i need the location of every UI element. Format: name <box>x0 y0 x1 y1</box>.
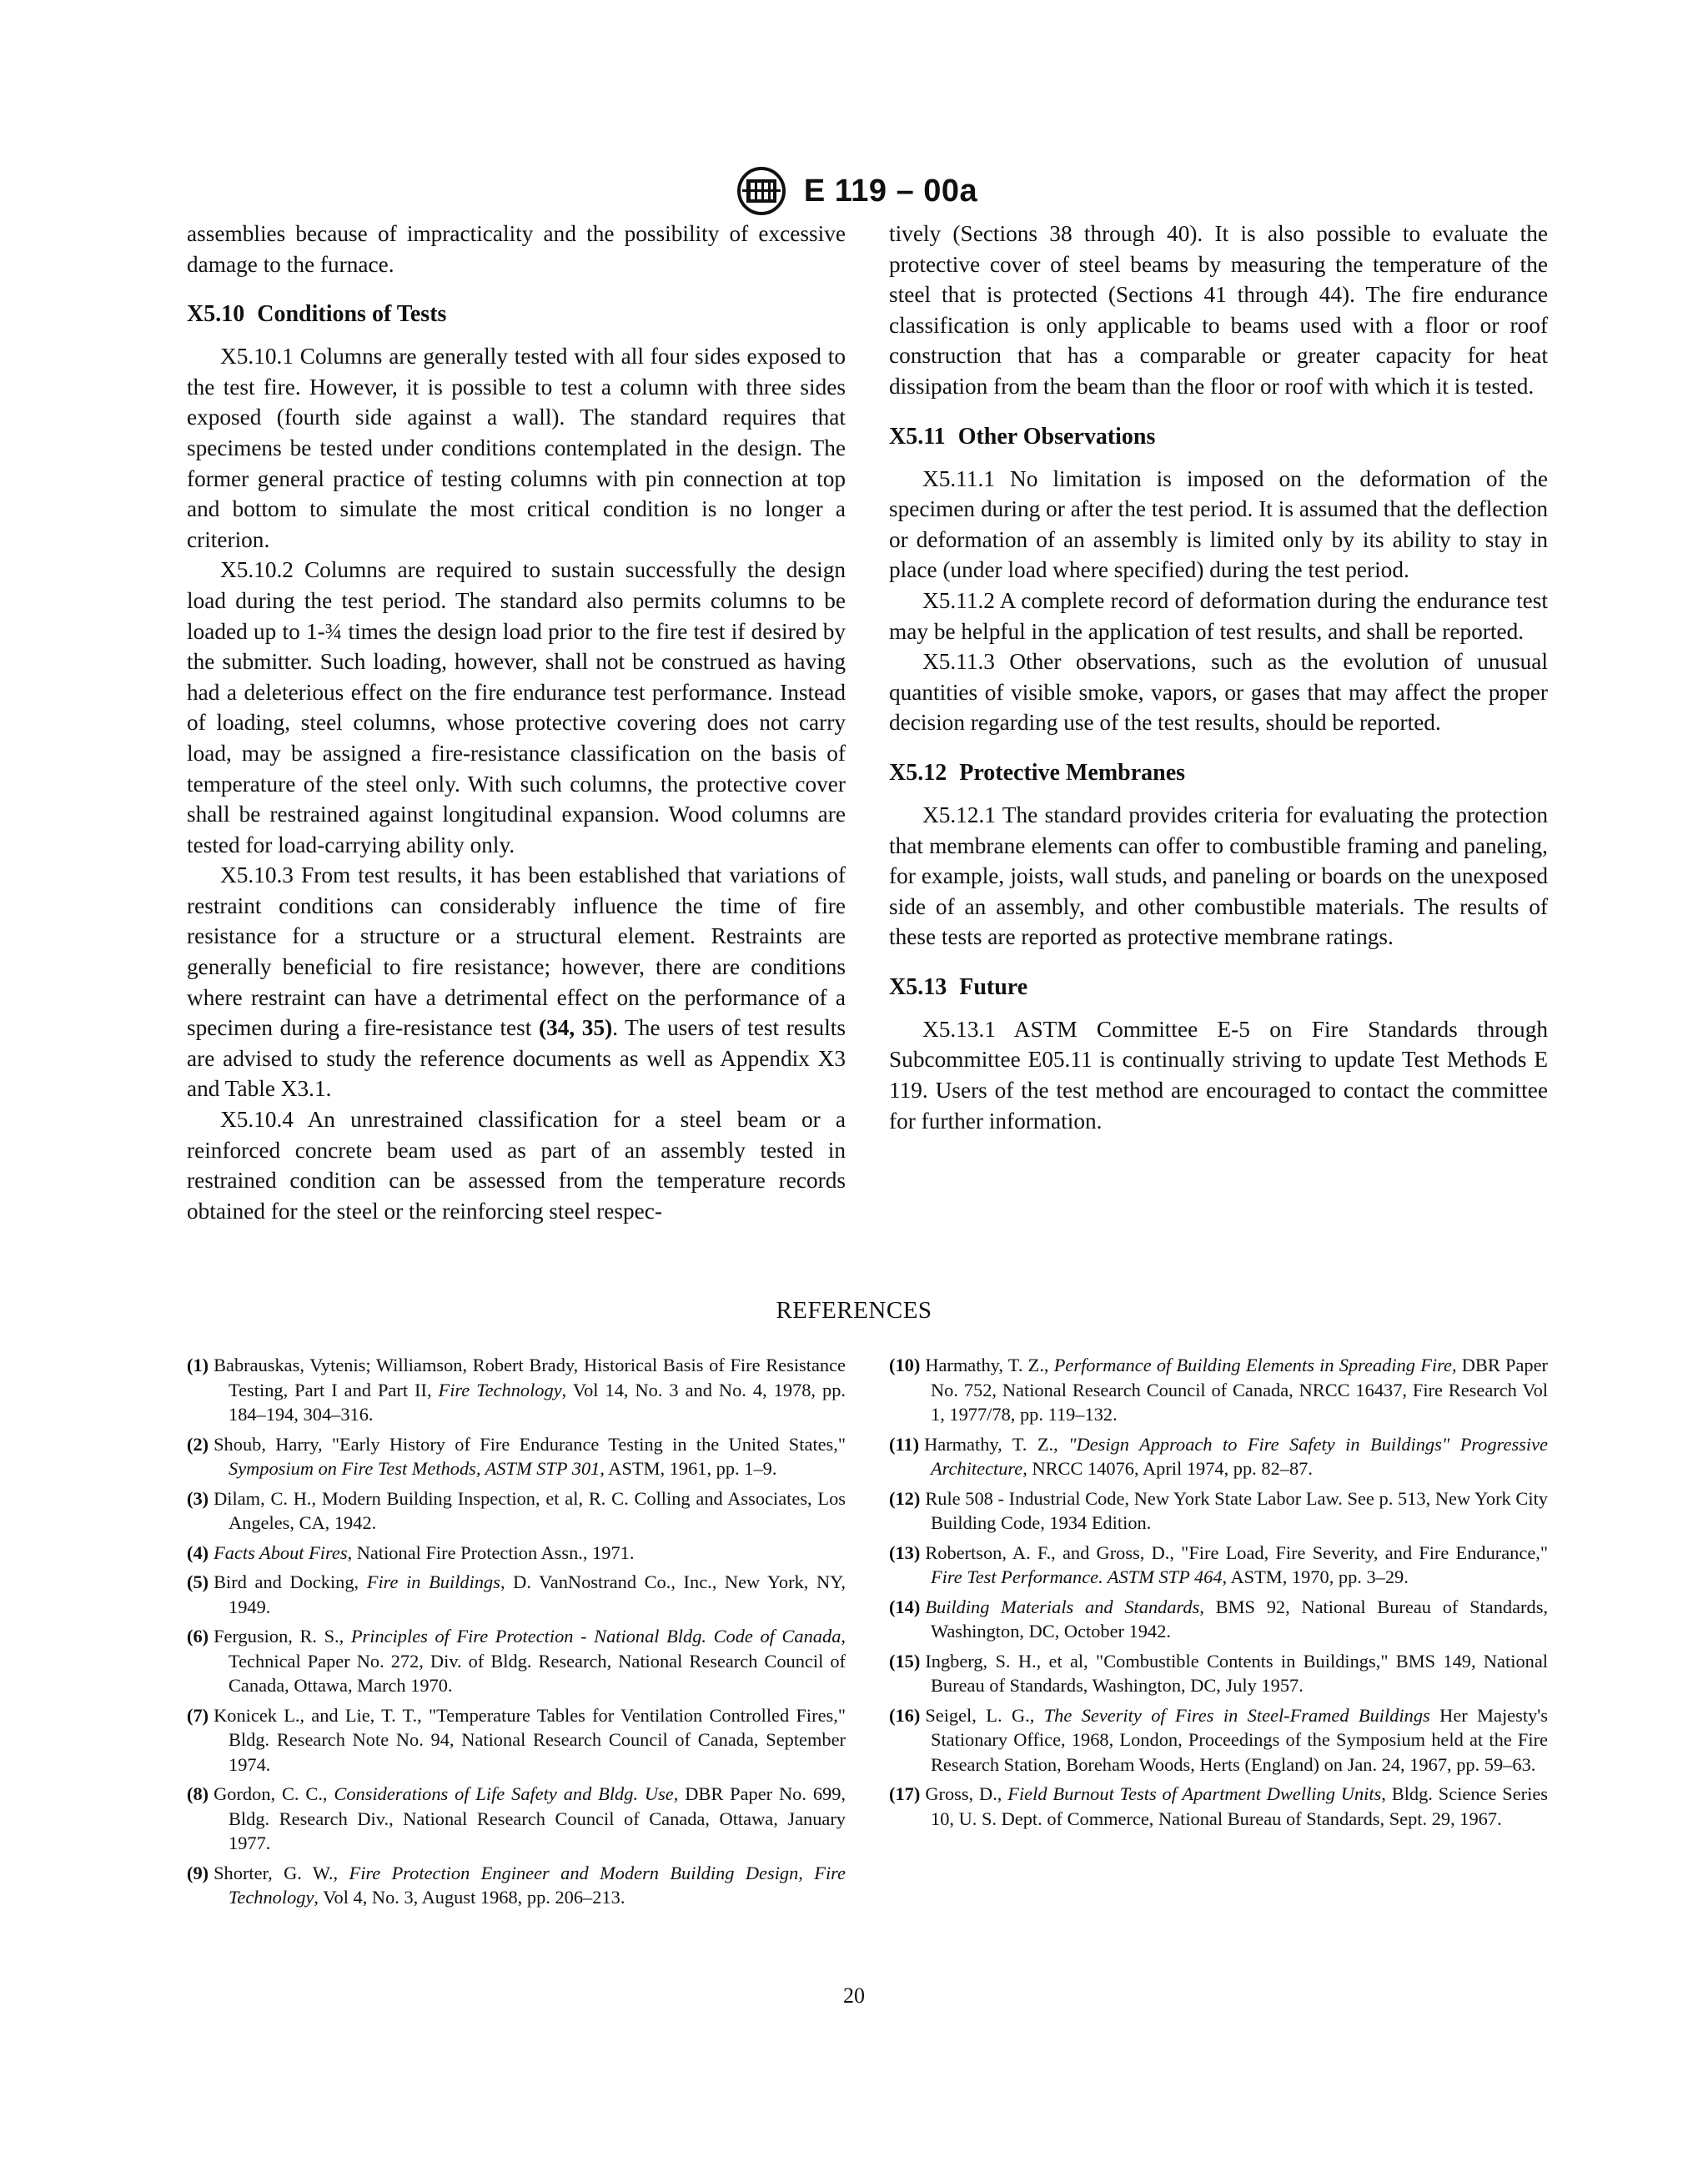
reference-number: (10) <box>889 1355 921 1375</box>
reference-title: Symposium on Fire Test Methods, ASTM STP 301 <box>229 1458 600 1479</box>
astm-logo-icon <box>731 165 792 217</box>
reference-item <box>187 1353 846 1427</box>
reference-text: Shoub, Harry, "Early History of Fire Endurance Testing in the United States," <box>214 1433 846 1455</box>
reference-number: (11) <box>889 1433 920 1455</box>
paragraph-x5-10-3: X5.10.3 From test results, it has been established that variations of restraint conditions can considerably influence the time of fire resistance for a structure or a structural element. Restraints are generally beneficial to fire resistance; however, there are conditions where restraint can have a detrimental effect on the performance of a specimen during a fire-resistance test (34, 35). The users of test results are advised to study the reference documents as well as Appendix X3 and Table X3.1. <box>187 862 846 1102</box>
paragraph-x5-11-2: X5.11.2 A complete record of deformation during the endurance test may be helpful in the application of test results, and shall be reported. <box>889 587 1548 644</box>
reference-text: Konicek L., and Lie, T. T., "Temperature Tables for Ventilation Controlled Fires," Bldg. Research Note No. 94, National Research Council of Canada, September 1974. <box>214 1704 846 1775</box>
reference-text: Fergusion, R. S., <box>214 1626 351 1647</box>
paragraph-x5-10-4: X5.10.4 An unrestrained classification for a steel beam or a reinforced concrete beam used as part of an assembly tested in restrained condition can be assessed from the temperature records obtained for the steel or the reinforcing steel respec- <box>187 1107 846 1224</box>
paragraph-x5-11-3: X5.11.3 Other observations, such as the evolution of unusual quantities of visible smoke, vapors, or gases that may affect the proper decision regarding use of the test results, should be reported. <box>889 649 1548 736</box>
reference-title: Principles of Fire Protection - National Bldg. Code of Canada <box>350 1626 841 1647</box>
reference-item <box>889 1541 1548 1590</box>
reference-number: (16) <box>889 1704 921 1726</box>
references-left-column <box>187 1353 846 1962</box>
reference-text: , ASTM, 1961, pp. 1–9. <box>600 1458 777 1479</box>
reference-item <box>187 1570 846 1619</box>
reference-number: (12) <box>889 1487 921 1509</box>
reference-title: Performance of Building Elements in Spreading Fire <box>1053 1355 1452 1375</box>
reference-item <box>187 1861 846 1910</box>
standard-designation: E 119 – 00a <box>803 173 978 209</box>
reference-text: Seigel, L. G., <box>925 1704 1044 1726</box>
reference-text: Harmathy, T. Z., <box>925 1355 1054 1375</box>
reference-item <box>187 1782 846 1856</box>
reference-item <box>889 1353 1548 1427</box>
reference-text: , DBR Paper No. 752, National Research Council of Canada, NRCC 16437, Fire Research Vol 1, 1977/78, pp. 119–132. <box>931 1355 1548 1425</box>
reference-item <box>187 1624 846 1698</box>
references-title: REFERENCES <box>776 1297 932 1324</box>
body-columns <box>187 219 1548 1244</box>
paragraph-x5-10-1: X5.10.1 Columns are generally tested with all four sides exposed to the test fire. However, it is possible to test a column with three sides exposed (fourth side against a wall). The standard requires that specimens be tested under conditions contemplated in the design. The former general practice of testing columns with pin connection at top and bottom to simulate the most critical condition is no longer a criterion. <box>187 344 846 552</box>
reference-text: Babrauskas, Vytenis; Williamson, Robert Brady, Historical Basis of Fire Resistance Testing, Part I and Part II, <box>214 1355 846 1400</box>
section-heading-x5-13: X5.13 Future <box>889 973 1028 1000</box>
reference-text: , ASTM, 1970, pp. 3–29. <box>1222 1566 1409 1587</box>
paragraph-x5-11-1: X5.11.1 No limitation is imposed on the deformation of the specimen during or after the test period. It is assumed that the deflection or deformation of an assembly is limited only by its ability to stay in place (under load where specified) during the test period. <box>889 465 1548 583</box>
continuation-paragraph: tively (Sections 38 through 40). It is also possible to evaluate the protective cover of steel beams by measuring the temperature of the steel that is protected (Sections 41 through 44). The fire endurance classification is only applicable to beams used with a floor or roof construction that has a comparable or greater capacity for heat dissipation from the beam than the floor or roof with which it is tested. <box>889 221 1548 399</box>
references-right-column <box>889 1353 1548 1962</box>
intro-fragment: assemblies because of impracticality and the possibility of excessive damage to the furnace. <box>187 221 846 277</box>
left-column <box>187 219 846 1244</box>
reference-text: , National Fire Protection Assn., 1971. <box>347 1541 635 1563</box>
reference-title: Field Burnout Tests of Apartment Dwelling Units <box>1007 1783 1382 1804</box>
paragraph-x5-13-1: X5.13.1 ASTM Committee E-5 on Fire Standards through Subcommittee E05.11 is continually striving to update Test Methods E 119. Users of the test method are encouraged to contact the committee for further information. <box>889 1016 1548 1134</box>
reference-item <box>187 1486 846 1536</box>
reference-text: Gross, D., <box>925 1783 1008 1804</box>
reference-title: Fire Test Performance. ASTM STP 464 <box>931 1566 1223 1587</box>
reference-item <box>889 1432 1548 1481</box>
reference-citation: (34, 35) <box>538 1015 613 1041</box>
reference-item <box>889 1486 1548 1536</box>
reference-item <box>889 1703 1548 1777</box>
reference-text: , DBR Paper No. 699, Bldg. Research Div., National Research Council of Canada, Ottawa, January 1977. <box>229 1783 846 1853</box>
page-header <box>0 165 1708 217</box>
reference-number: (13) <box>889 1541 921 1563</box>
reference-text: Rule 508 - Industrial Code, New York State Labor Law. See p. 513, New York City Building Code, 1934 Edition. <box>925 1487 1548 1533</box>
reference-text: , D. VanNostrand Co., Inc., New York, NY, 1949. <box>229 1571 846 1617</box>
reference-title: Fire Technology <box>438 1379 562 1400</box>
reference-number: (3) <box>187 1487 209 1509</box>
page-number: 20 <box>843 1983 865 2008</box>
paragraph-x5-12-1: X5.12.1 The standard provides criteria for evaluating the protection that membrane elements can offer to combustible framing and paneling, for example, joists, wall studs, and paneling or boards on the unexposed side of an assembly, and other combustible materials. The results of these tests are reported as protective membrane ratings. <box>889 802 1548 950</box>
reference-text: Harmathy, T. Z., <box>924 1433 1069 1455</box>
reference-number: (17) <box>889 1783 921 1804</box>
reference-number: (7) <box>187 1704 209 1726</box>
reference-number: (15) <box>889 1650 921 1672</box>
reference-item <box>889 1649 1548 1698</box>
reference-text: , Technical Paper No. 272, Div. of Bldg. Research, National Research Council of Canada, Ottawa, March 1970. <box>229 1626 846 1696</box>
reference-number: (8) <box>187 1783 209 1804</box>
right-column <box>889 219 1548 1244</box>
references-columns <box>187 1353 1548 1962</box>
reference-title: Fire in Buildings <box>366 1571 500 1592</box>
reference-title: Fire Protection Engineer and Modern Building Design, Fire Technology <box>229 1862 846 1908</box>
paragraph-x5-10-2: X5.10.2 Columns are required to sustain successfully the design load during the test period. The standard also permits columns to be loaded up to 1-¾ times the design load prior to the fire test if desired by the submitter. Such loading, however, shall not be construed as having had a deleterious effect on the fire endurance test performance. Instead of loading, steel columns, whose protective covering does not carry load, may be assigned a fire-resistance classification on the basis of temperature of the steel only. With such columns, the protective cover shall be restrained against longitudinal expansion. Wood columns are tested for load-carrying ability only. <box>187 557 846 857</box>
reference-number: (9) <box>187 1862 209 1883</box>
reference-title: "Design Approach to Fire Safety in Buildings" Progressive Architecture <box>931 1433 1548 1479</box>
reference-text: Robertson, A. F., and Gross, D., "Fire Load, Fire Severity, and Fire Endurance," <box>925 1541 1548 1563</box>
reference-item <box>187 1541 846 1566</box>
reference-title: The Severity of Fires in Steel-Framed Buildings <box>1043 1704 1430 1726</box>
section-heading-x5-12: X5.12 Protective Membranes <box>889 759 1186 786</box>
section-heading-x5-11: X5.11 Other Observations <box>889 423 1156 450</box>
reference-item <box>187 1432 846 1481</box>
reference-number: (5) <box>187 1571 209 1592</box>
section-heading-x5-10: X5.10 Conditions of Tests <box>187 301 447 328</box>
reference-number: (1) <box>187 1355 209 1375</box>
reference-text: Her Majesty's Stationary Office, 1968, London, Proceedings of the Symposium held at the Fire Research Station, Boreham Woods, Herts (England) on Jan. 24, 1967, pp. 59–63. <box>931 1704 1548 1775</box>
reference-text: , Vol 4, No. 3, August 1968, pp. 206–213. <box>314 1887 625 1908</box>
reference-text: , Bldg. Science Series 10, U. S. Dept. of Commerce, National Bureau of Standards, Sept. 29, 1967. <box>931 1783 1548 1829</box>
reference-title: Building Materials and Standards <box>925 1596 1200 1617</box>
reference-text: Dilam, C. H., Modern Building Inspection, et al, R. C. Colling and Associates, Los Angeles, CA, 1942. <box>214 1487 846 1533</box>
reference-text: , NRCC 14076, April 1974, pp. 82–87. <box>1022 1458 1313 1479</box>
reference-text: Ingberg, S. H., et al, "Combustible Contents in Buildings," BMS 149, National Bureau of Standards, Washington, DC, July 1957. <box>925 1650 1548 1696</box>
reference-text: Shorter, G. W., <box>214 1862 349 1883</box>
reference-text: Bird and Docking, <box>214 1571 367 1592</box>
reference-number: (2) <box>187 1433 209 1455</box>
reference-item <box>187 1703 846 1777</box>
reference-item <box>889 1595 1548 1644</box>
reference-text: Gordon, C. C., <box>214 1783 334 1804</box>
reference-number: (6) <box>187 1626 209 1647</box>
reference-text: , BMS 92, National Bureau of Standards, Washington, DC, October 1942. <box>931 1596 1549 1642</box>
reference-number: (4) <box>187 1541 209 1563</box>
reference-item <box>889 1782 1548 1831</box>
reference-title: Facts About Fires <box>214 1541 348 1563</box>
reference-text: , Vol 14, No. 3 and No. 4, 1978, pp. 184–194, 304–316. <box>229 1379 846 1425</box>
reference-number: (14) <box>889 1596 921 1617</box>
reference-title: Considerations of Life Safety and Bldg. Use <box>334 1783 674 1804</box>
